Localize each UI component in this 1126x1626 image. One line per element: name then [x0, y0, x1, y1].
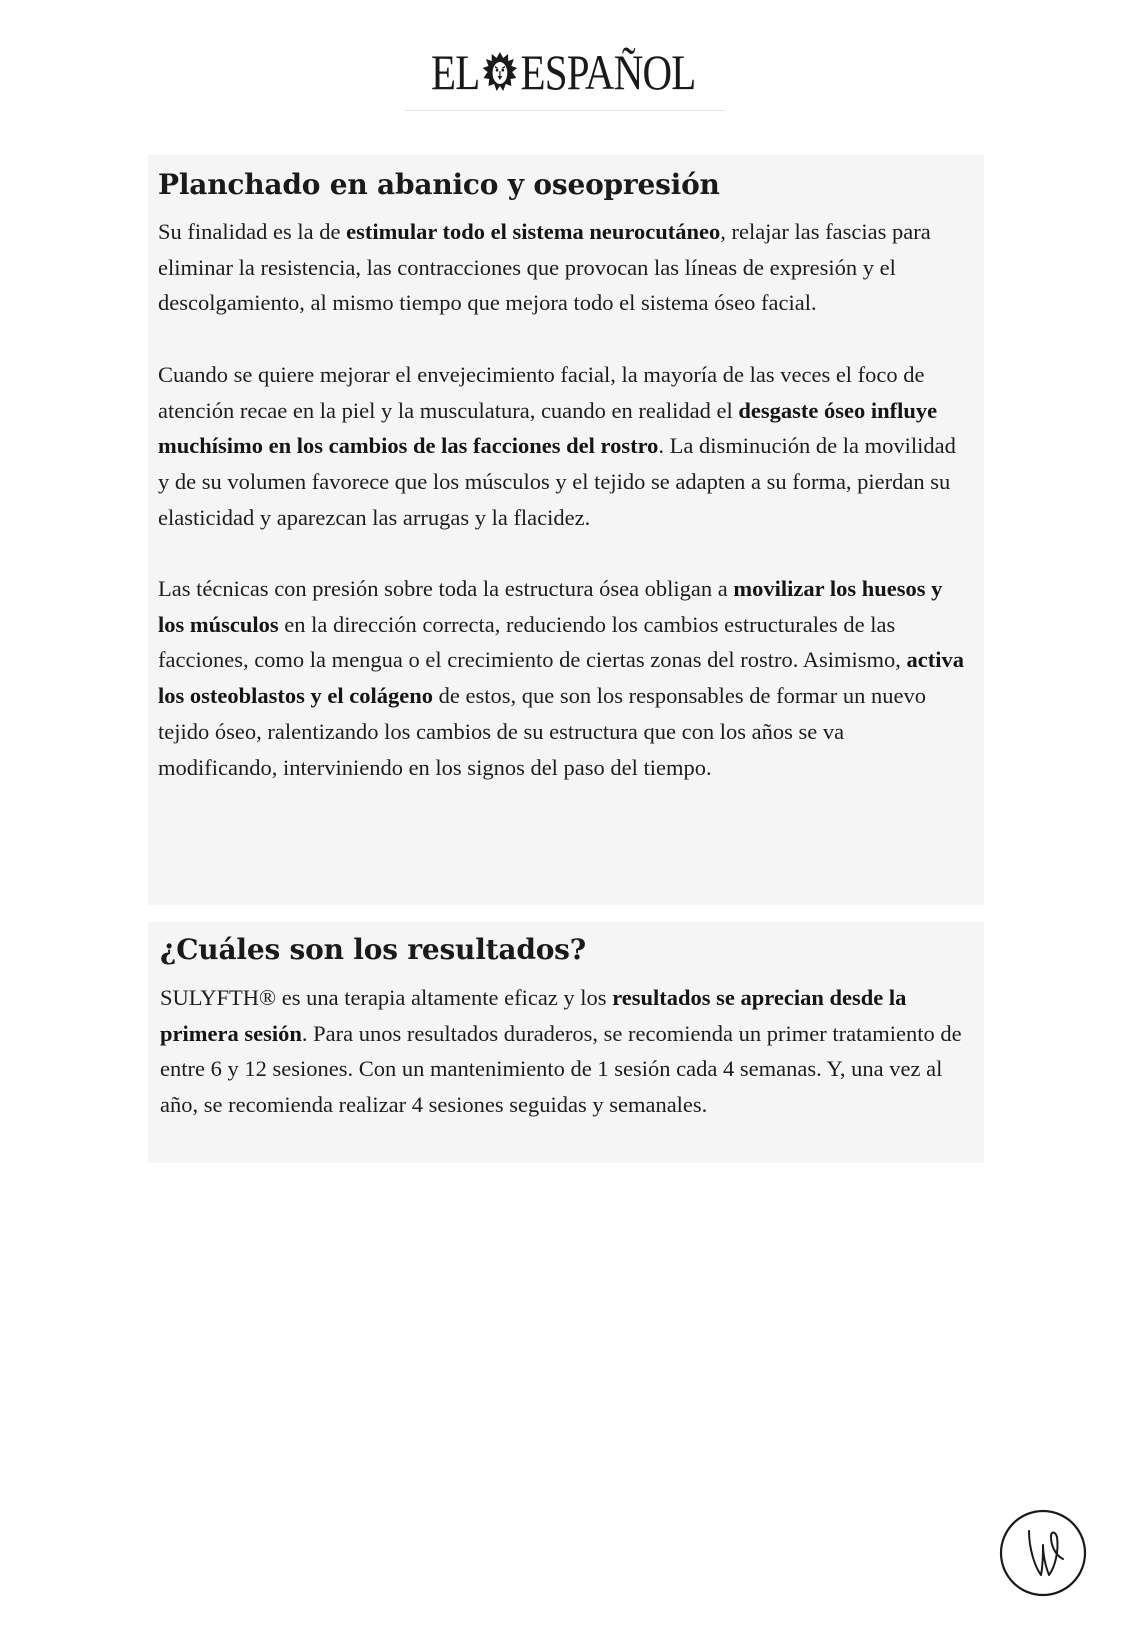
section-resultados — [148, 922, 984, 1163]
text-run: Su finalidad es la de — [158, 219, 347, 244]
bold-text: activa los osteoblastos y el colágeno — [158, 647, 964, 709]
text-run: de estos, que son los responsables de formar un nuevo tejido óseo, ralentizando los cambios de su estructura que con los años se va modificando, interviniendo en los signos del paso del tiempo. — [158, 683, 927, 780]
logo-text-espanol: ESPAÑOL — [520, 44, 696, 100]
text-run: , relajar las fascias para eliminar la resistencia, las contracciones que provocan las líneas de expresión y el descolgamiento, al mismo tiempo que mejora todo el sistema óseo facial. — [158, 219, 931, 316]
logo-text-el: EL — [430, 44, 480, 100]
text-run: . La disminución de la movilidad y de su volumen favorece que los músculos y el tejido se adapten a su forma, pierdan su elasticidad y aparezcan las arrugas y la flacidez. — [158, 433, 956, 530]
text-run: Cuando se quiere mejorar el envejecimiento facial, la mayoría de las veces el foco de atención recae en la piel y la musculatura, cuando en realidad el — [158, 361, 925, 423]
bold-text: desgaste óseo influye muchísimo en los cambios de las facciones del rostro — [158, 397, 938, 459]
paragraph — [158, 571, 966, 785]
paragraph — [158, 357, 966, 536]
section-title: ¿Cuáles son los resultados? — [160, 933, 586, 966]
text-run: SULYFTH® es una terapia altamente eficaz y los — [160, 985, 613, 1010]
text-run: Las técnicas con presión sobre toda la estructura ósea obligan a — [158, 576, 734, 601]
paragraph — [158, 214, 966, 321]
section-title: Planchado en abanico y oseopresión — [158, 168, 720, 201]
masthead — [0, 42, 1126, 102]
text-run: . Para unos resultados duraderos, se recomienda un primer tratamiento de entre 6 y 12 sesiones. Con un mantenimiento de 1 sesión cada 4 semanas. Y, una vez al año, se recomienda realizar 4 sesiones seguidas y semanales. — [160, 1020, 962, 1118]
section-planchado — [148, 155, 984, 905]
w-monogram-icon[interactable] — [999, 1509, 1087, 1597]
masthead-divider — [405, 110, 725, 111]
el-espanol-logo[interactable] — [431, 42, 695, 102]
lion-head-icon — [481, 49, 519, 95]
paragraph — [160, 980, 966, 1123]
bold-text: estimular todo el sistema neurocutáneo — [346, 219, 721, 244]
bold-text: resultados se aprecian desde la primera sesión — [160, 985, 907, 1046]
bold-text: movilizar los huesos y los músculos — [158, 576, 943, 637]
text-run: en la dirección correcta, reduciendo los cambios estructurales de las facciones, como la mengua o el crecimiento de ciertas zonas del rostro. Asimismo, — [158, 611, 907, 673]
